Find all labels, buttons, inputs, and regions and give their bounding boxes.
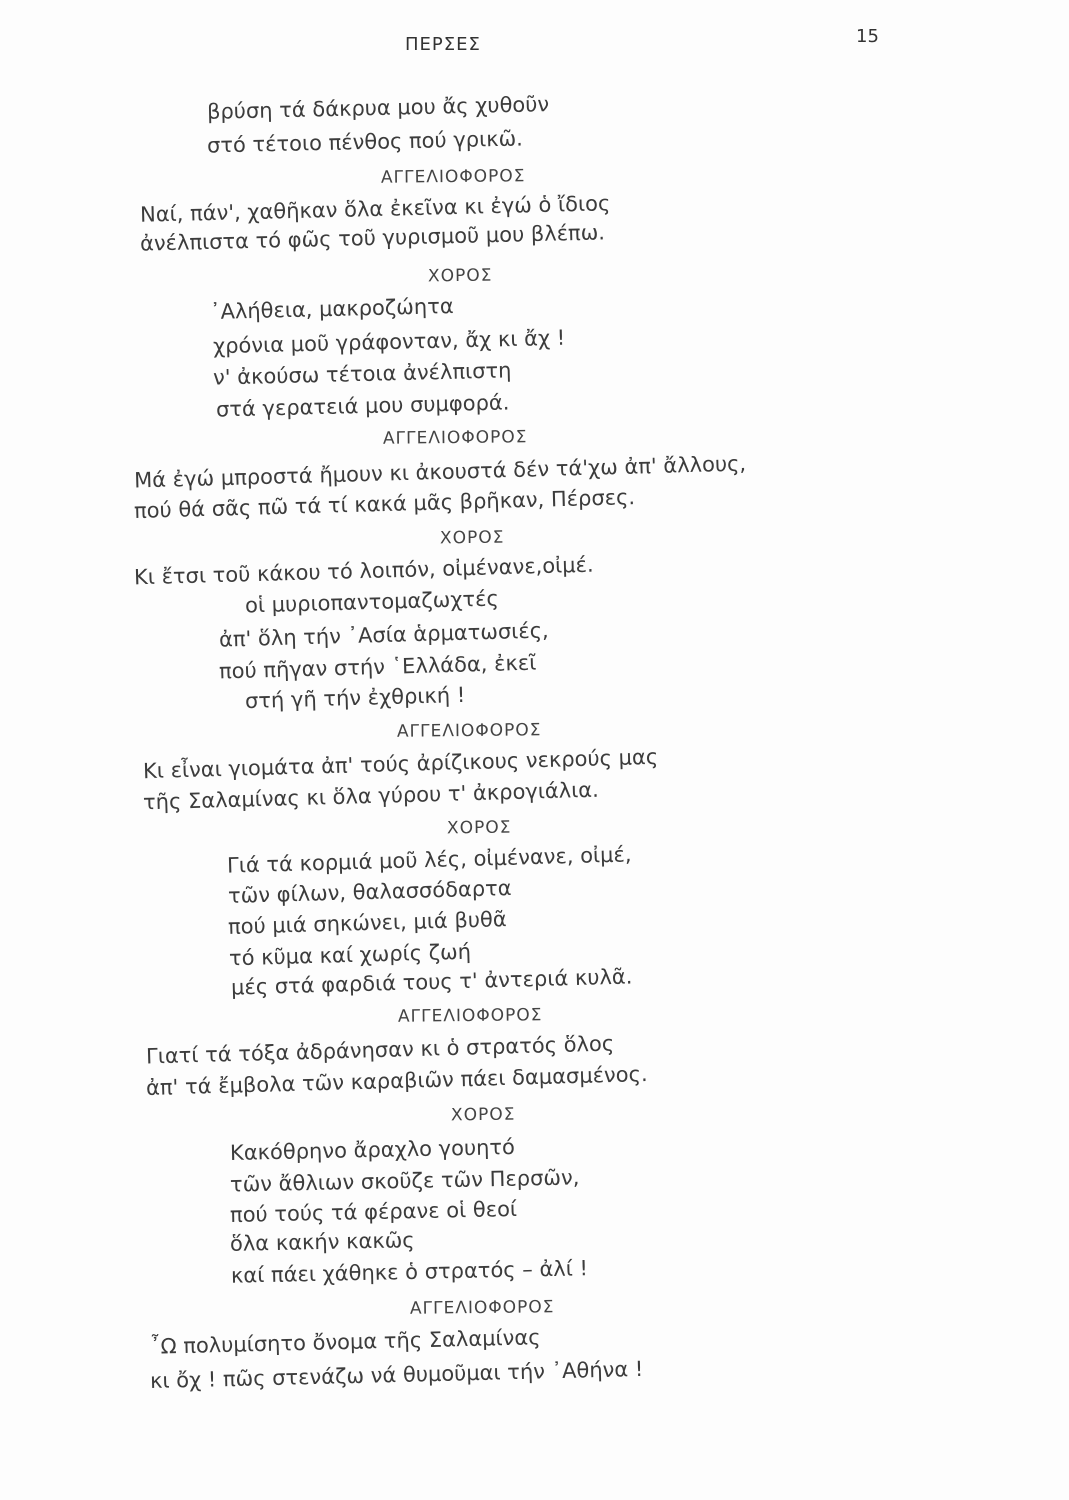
- verse-line: ν' ἀκούσω τέτοια ἀνέλπιστη: [212, 358, 512, 390]
- verse-line: ᾿Αλήθεια, μακροζώητα: [209, 294, 454, 324]
- verse-line: Γιά τά κορμιά μοῦ λές, οἰμένανε, οἰμέ,: [226, 842, 632, 878]
- verse-line: στή γῆ τήν ἐχθρική !: [244, 682, 466, 714]
- speaker-label: ΧΟΡΟΣ: [446, 817, 512, 839]
- verse-line: Ναί, πάν', χαθῆκαν ὅλα ἐκεῖνα κι ἐγώ ὁ ἴδιος: [139, 191, 611, 227]
- verse-line: οἱ μυριοπαντομαζωχτές: [244, 586, 500, 618]
- speaker-label: ΧΟΡΟΣ: [450, 1104, 516, 1126]
- verse-line: στό τέτοιο πένθος πού γρικῶ.: [206, 126, 524, 158]
- speaker-label: ΑΓΓΕΛΙΟΦΟΡΟΣ: [396, 720, 542, 742]
- verse-line: χρόνια μοῦ γράφονταν, ἄχ κι ἄχ !: [212, 325, 566, 359]
- verse-line: Κακόθρηνο ἄραχλο γουητό: [229, 1135, 516, 1165]
- verse-line: ὅλα κακήν κακῶς: [229, 1228, 415, 1256]
- verse-line: Κι εἶναι γιομάτα ἀπ' τούς ἀρίζικους νεκρούς μας: [142, 744, 659, 784]
- verse-line: τῶν ἄθλιων σκοῦζε τῶν Περσῶν,: [229, 1165, 580, 1197]
- verse-line: μές στά φαρδιά τους τ' ἀντεριά κυλᾶ.: [230, 964, 633, 1000]
- verse-line: κι ὄχ ! πῶς στενάζω νά θυμοῦμαι τήν ᾿Αθήνα !: [149, 1356, 644, 1394]
- speaker-label: ΧΟΡΟΣ: [439, 527, 505, 549]
- verse-line: ἀπ' τά ἔμβολα τῶν καραβιῶν πάει δαμασμένος.: [145, 1062, 648, 1100]
- running-title: ΠΕΡΣΕΣ: [405, 34, 481, 55]
- verse-line: καί πάει χάθηκε ὁ στρατός – ἀλί !: [230, 1256, 589, 1288]
- verse-line: στά γερατειά μου συμφορά.: [215, 390, 510, 422]
- verse-line: τῶν φίλων, θαλασσόδαρτα: [227, 876, 512, 908]
- verse-line: τό κῦμα καί χωρίς ζωή: [228, 939, 472, 971]
- speaker-label: ΑΓΓΕΛΙΟΦΟΡΟΣ: [382, 427, 528, 449]
- verse-line: πού μιά σηκώνει, μιά βυθᾶ: [227, 907, 507, 939]
- verse-line: πού πῆγαν στήν ῾Ελλάδα, ἐκεῖ: [218, 650, 537, 684]
- verse-line: ἀπ' ὅλη τήν ᾿Ασία ἁρματωσιές,: [218, 618, 550, 652]
- page-number: 15: [856, 26, 879, 47]
- verse-line: βρύση τά δάκρυα μου ἄς χυθοῦν: [206, 92, 550, 124]
- verse-line: ἀνέλπιστα τό φῶς τοῦ γυρισμοῦ μου βλέπω.: [139, 220, 606, 256]
- verse-line: πού θά σᾶς πῶ τά τί κακά μᾶς βρῆκαν, Πέρσες.: [133, 485, 636, 523]
- speaker-label: ΧΟΡΟΣ: [427, 265, 493, 287]
- verse-line: Κι ἔτσι τοῦ κάκου τό λοιπόν, οἰμένανε,οἰμέ.: [133, 552, 594, 590]
- speaker-label: ΑΓΓΕΛΙΟΦΟΡΟΣ: [409, 1297, 555, 1319]
- speaker-label: ΑΓΓΕΛΙΟΦΟΡΟΣ: [397, 1005, 543, 1027]
- verse-line: Γιατί τά τόξα ἀδράνησαν κι ὁ στρατός ὅλος: [145, 1031, 615, 1069]
- speaker-label: ΑΓΓΕΛΙΟΦΟΡΟΣ: [380, 166, 526, 188]
- verse-line: πού τούς τά φέρανε οἱ θεοί: [229, 1196, 518, 1228]
- verse-line: τῆς Σαλαμίνας κι ὅλα γύρου τ' ἀκρογιάλια.: [142, 777, 600, 815]
- verse-line: Μά ἐγώ μπροστά ἤμουν κι ἀκουστά δέν τά'χω ἀπ' ἄλλους,: [133, 451, 747, 493]
- verse-line: ῏Ω πολυμίσητο ὄνομα τῆς Σαλαμίνας: [149, 1325, 541, 1359]
